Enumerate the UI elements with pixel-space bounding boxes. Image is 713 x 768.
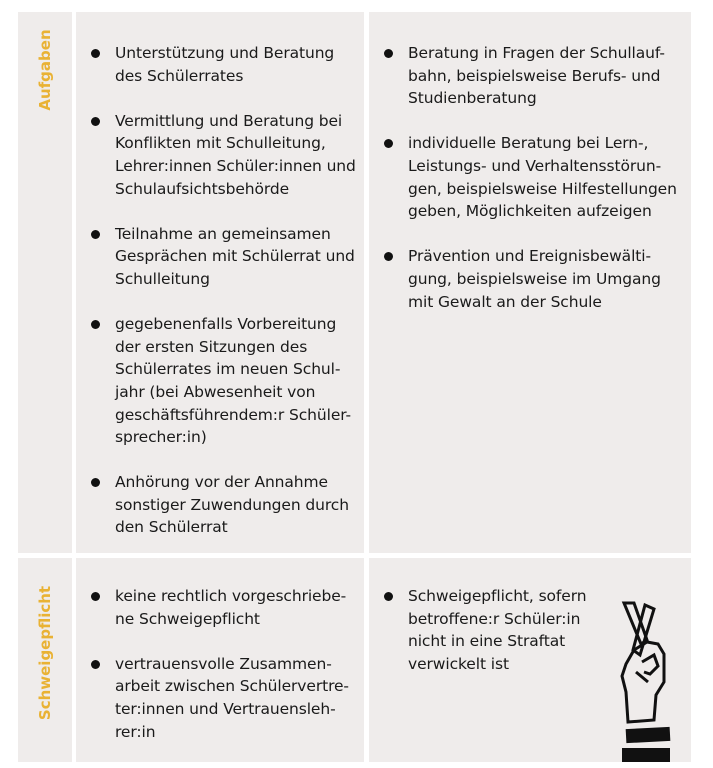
bullet-icon (384, 592, 393, 601)
bullet-icon (91, 49, 100, 58)
bullet-icon (91, 230, 100, 239)
schweigepflicht-right-list (383, 585, 593, 698)
bullet-icon (384, 49, 393, 58)
list-item-text: Beratung in Fragen der Schullauf- bahn, beispielsweise Berufs- und Studienberatung (408, 44, 665, 108)
list-item-text: gegebenenfalls Vorbereitung der ersten Sitzungen des Schülerrates im neuen Schul- jahr (bei Abwesenheit von geschäftsführendem:r Schüler- sprecher:in) (115, 315, 352, 447)
list-item (90, 110, 360, 200)
list-item-text: Prävention und Ereignisbewälti- gung, beispielsweise im Umgang mit Gewalt an der Schule (408, 247, 661, 311)
list-item-text: Schweigepflicht, sofern betroffene:r Schüler:in nicht in eine Straftat verwickelt ist (408, 587, 587, 673)
row-label-cell-aufgaben (18, 12, 72, 553)
bullet-icon (91, 320, 100, 329)
list-item-text: keine rechtlich vorgeschriebe- ne Schweigepflicht (115, 587, 347, 628)
aufgaben-right-list (383, 42, 688, 336)
schweigepflicht-left-cell (76, 558, 364, 762)
list-item (90, 313, 360, 449)
schweigepflicht-right-cell (369, 558, 691, 762)
cuff (626, 727, 671, 743)
aufgaben-left-cell (76, 12, 364, 553)
list-item (90, 585, 360, 630)
bullet-icon (384, 139, 393, 148)
crossed-fingers-hand-icon (614, 600, 674, 762)
list-item (383, 245, 688, 313)
bullet-icon (91, 660, 100, 669)
bullet-icon (91, 592, 100, 601)
list-item (383, 585, 593, 675)
list-item (90, 471, 360, 539)
bullet-icon (384, 252, 393, 261)
list-item-text: Teilnahme an gemeinsamen Gesprächen mit Schülerrat und Schulleitung (115, 224, 355, 288)
aufgaben-right-cell (369, 12, 691, 553)
list-item-text: Unterstützung und Beratung des Schülerrates (115, 44, 335, 85)
row-label-cell-schweigepflicht (18, 558, 72, 762)
list-item (90, 223, 360, 291)
list-item (90, 42, 360, 87)
bullet-icon (91, 117, 100, 126)
sleeve (622, 748, 670, 762)
aufgaben-left-list (90, 42, 360, 562)
list-item (383, 132, 688, 222)
schweigepflicht-left-list (90, 585, 360, 766)
bullet-icon (91, 478, 100, 487)
row-label-schweigepflicht: Schweigepflicht (36, 585, 54, 721)
list-item (383, 42, 688, 110)
list-item-text: vertrauensvolle Zusammen- arbeit zwischen Schülervertre- ter:innen und Vertrauensleh- rer:in (115, 654, 349, 741)
list-item-text: Vermittlung und Beratung bei Konflikten mit Schulleitung, Lehrer:innen Schüler:innen und Schulaufsichtsbehörde (115, 111, 356, 198)
row-label-aufgaben: Aufgaben (36, 29, 54, 111)
list-item (90, 653, 360, 743)
list-item-text: individuelle Beratung bei Lern-, Leistungs- und Verhaltensstörun- gen, beispielsweise Hilfestellungen geben, Möglichkeiten aufzeigen (408, 134, 677, 221)
list-item-text: Anhörung vor der Annahme sonstiger Zuwendungen durch den Schülerrat (115, 473, 349, 537)
